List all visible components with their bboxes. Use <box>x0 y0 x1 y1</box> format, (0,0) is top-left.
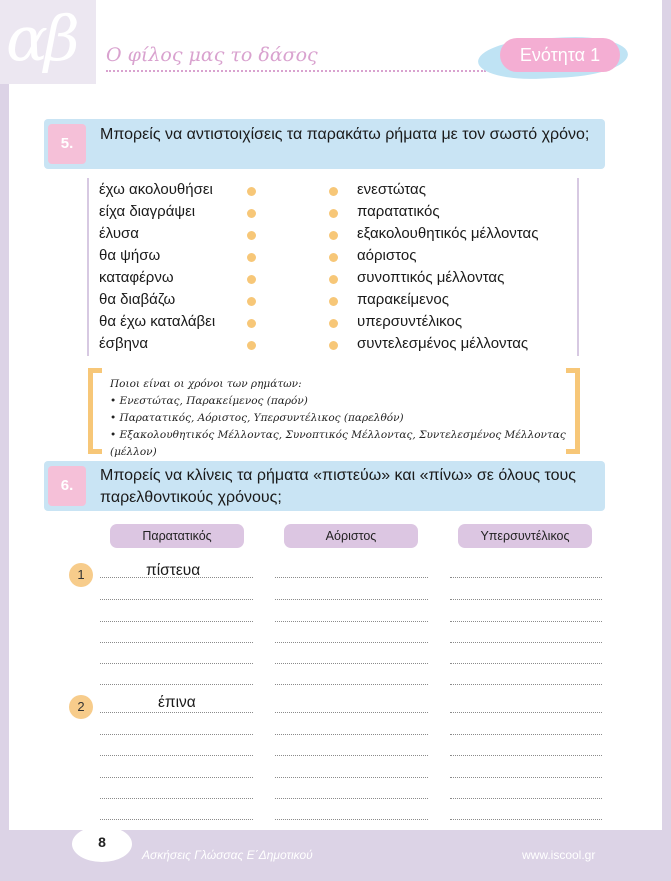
answer-line[interactable] <box>450 712 602 713</box>
answer-line[interactable] <box>100 599 253 600</box>
answer-line[interactable] <box>450 734 602 735</box>
question-5-text: Μπορείς να αντιστοιχίσεις τα παρακάτω ρήματα με τον σωστό χρόνο; <box>100 126 590 143</box>
verb-connect-dot[interactable] <box>247 341 256 350</box>
answer-line[interactable] <box>275 621 428 622</box>
answer-line[interactable] <box>450 755 602 756</box>
answer-line[interactable] <box>100 642 253 643</box>
match-row <box>89 181 581 203</box>
verb-connect-dot[interactable] <box>247 275 256 284</box>
answer-line[interactable] <box>100 798 253 799</box>
left-border <box>0 0 9 881</box>
info-title: Ποιοι είναι οι χρόνοι των ρημάτων: <box>110 378 302 390</box>
info-text <box>110 376 580 461</box>
verb-connect-dot[interactable] <box>247 319 256 328</box>
info-line-future: • Εξακολουθητικός Μέλλοντας, Συνοπτικός Μέλλοντας, Συντελεσμένος Μέλλοντας (μέλλον) <box>110 429 566 458</box>
match-row <box>89 203 581 225</box>
tense-label: παρατατικός <box>357 203 440 220</box>
answer-line[interactable] <box>275 642 428 643</box>
answer-line[interactable] <box>450 819 602 820</box>
answer-line[interactable] <box>100 621 253 622</box>
answer-line[interactable] <box>450 777 602 778</box>
verb-connect-dot[interactable] <box>247 209 256 218</box>
tense-connect-dot[interactable] <box>329 187 338 196</box>
unit-label: Ενότητα 1 <box>500 38 620 72</box>
match-row <box>89 313 581 335</box>
row-1-word: πίστευα <box>146 562 201 579</box>
matching-exercise <box>87 178 579 356</box>
tense-label: ενεστώτας <box>357 181 426 198</box>
column-header-imperfect: Παρατατικός <box>110 524 244 548</box>
verb-connect-dot[interactable] <box>247 297 256 306</box>
answer-line[interactable] <box>100 777 253 778</box>
answer-line[interactable] <box>275 599 428 600</box>
answer-line[interactable] <box>100 663 253 664</box>
answer-line[interactable] <box>100 734 253 735</box>
verb-label: έχω ακολουθήσει <box>99 181 213 198</box>
verb-label: καταφέρνω <box>99 269 174 286</box>
match-row <box>89 335 581 357</box>
tense-connect-dot[interactable] <box>329 297 338 306</box>
answer-line[interactable] <box>275 798 428 799</box>
info-line-present: • Ενεστώτας, Παρακείμενος (παρόν) <box>110 395 308 407</box>
tense-connect-dot[interactable] <box>329 341 338 350</box>
footer-book-title: Ασκήσεις Γλώσσας Ε΄Δημοτικού <box>142 848 313 862</box>
verb-connect-dot[interactable] <box>247 253 256 262</box>
info-line-past: • Παρατατικός, Αόριστος, Υπερσυντέλικος (παρελθόν) <box>110 412 404 424</box>
verb-label: έσβηνα <box>99 335 149 352</box>
verb-connect-dot[interactable] <box>247 231 256 240</box>
tense-label: εξακολουθητικός μέλλοντας <box>357 225 539 242</box>
row-1-number: 1 <box>69 563 93 587</box>
verb-label: θα έχω καταλάβει <box>99 313 216 330</box>
verb-label: έλυσα <box>99 225 139 242</box>
column-header-aorist: Αόριστος <box>284 524 418 548</box>
answer-line[interactable] <box>450 642 602 643</box>
answer-line[interactable] <box>275 663 428 664</box>
title-dotted-rule <box>106 70 486 72</box>
column-header-pluperfect: Υπερσυντέλικος <box>458 524 592 548</box>
tense-connect-dot[interactable] <box>329 209 338 218</box>
answer-line[interactable] <box>275 734 428 735</box>
match-row <box>89 291 581 313</box>
answer-line[interactable] <box>100 819 253 820</box>
match-row <box>89 247 581 269</box>
question-6-text: Μπορείς να κλίνεις τα ρήματα «πιστεύω» και «πίνω» σε όλους τους παρελθοντικούς χρόνους; <box>100 467 576 506</box>
logo-text: αβ <box>6 2 76 75</box>
answer-line[interactable] <box>450 684 602 685</box>
tense-label: παρακείμενος <box>357 291 449 308</box>
footer-url: www.iscool.gr <box>522 848 596 862</box>
verb-connect-dot[interactable] <box>247 187 256 196</box>
answer-line[interactable] <box>100 684 253 685</box>
answer-line[interactable] <box>100 577 253 578</box>
answer-line[interactable] <box>100 755 253 756</box>
row-2-number: 2 <box>69 695 93 719</box>
answer-line[interactable] <box>450 663 602 664</box>
match-row <box>89 225 581 247</box>
answer-line[interactable] <box>450 621 602 622</box>
tense-label: υπερσυντέλικος <box>357 313 463 330</box>
unit-badge <box>478 30 628 80</box>
tense-connect-dot[interactable] <box>329 275 338 284</box>
match-row <box>89 269 581 291</box>
verb-label: είχα διαγράψει <box>99 203 196 220</box>
answer-line[interactable] <box>275 755 428 756</box>
tense-label: συντελεσμένος μέλλοντας <box>357 335 529 352</box>
question-5-number: 5. <box>48 124 86 164</box>
tense-label: συνοπτικός μέλλοντας <box>357 269 505 286</box>
row-2-word: έπινα <box>158 694 196 711</box>
answer-line[interactable] <box>450 599 602 600</box>
question-6-number: 6. <box>48 466 86 506</box>
right-border <box>662 0 671 881</box>
answer-line[interactable] <box>275 819 428 820</box>
info-bracket-left <box>88 368 102 454</box>
page-header <box>0 0 671 84</box>
answer-line[interactable] <box>275 684 428 685</box>
tense-label: αόριστος <box>357 247 417 264</box>
answer-line[interactable] <box>275 577 428 578</box>
answer-line[interactable] <box>450 798 602 799</box>
tense-connect-dot[interactable] <box>329 319 338 328</box>
tenses-info-box <box>88 368 580 458</box>
page-title: Ο φίλος μας το δάσος <box>106 44 318 66</box>
answer-line[interactable] <box>275 712 428 713</box>
answer-line[interactable] <box>275 777 428 778</box>
page-number: 8 <box>98 834 106 850</box>
verb-label: θα ψήσω <box>99 247 161 264</box>
tense-connect-dot[interactable] <box>329 231 338 240</box>
answer-line[interactable] <box>450 577 602 578</box>
logo <box>0 0 96 84</box>
verb-label: θα διαβάζω <box>99 291 176 308</box>
tense-connect-dot[interactable] <box>329 253 338 262</box>
answer-line[interactable] <box>100 712 253 713</box>
